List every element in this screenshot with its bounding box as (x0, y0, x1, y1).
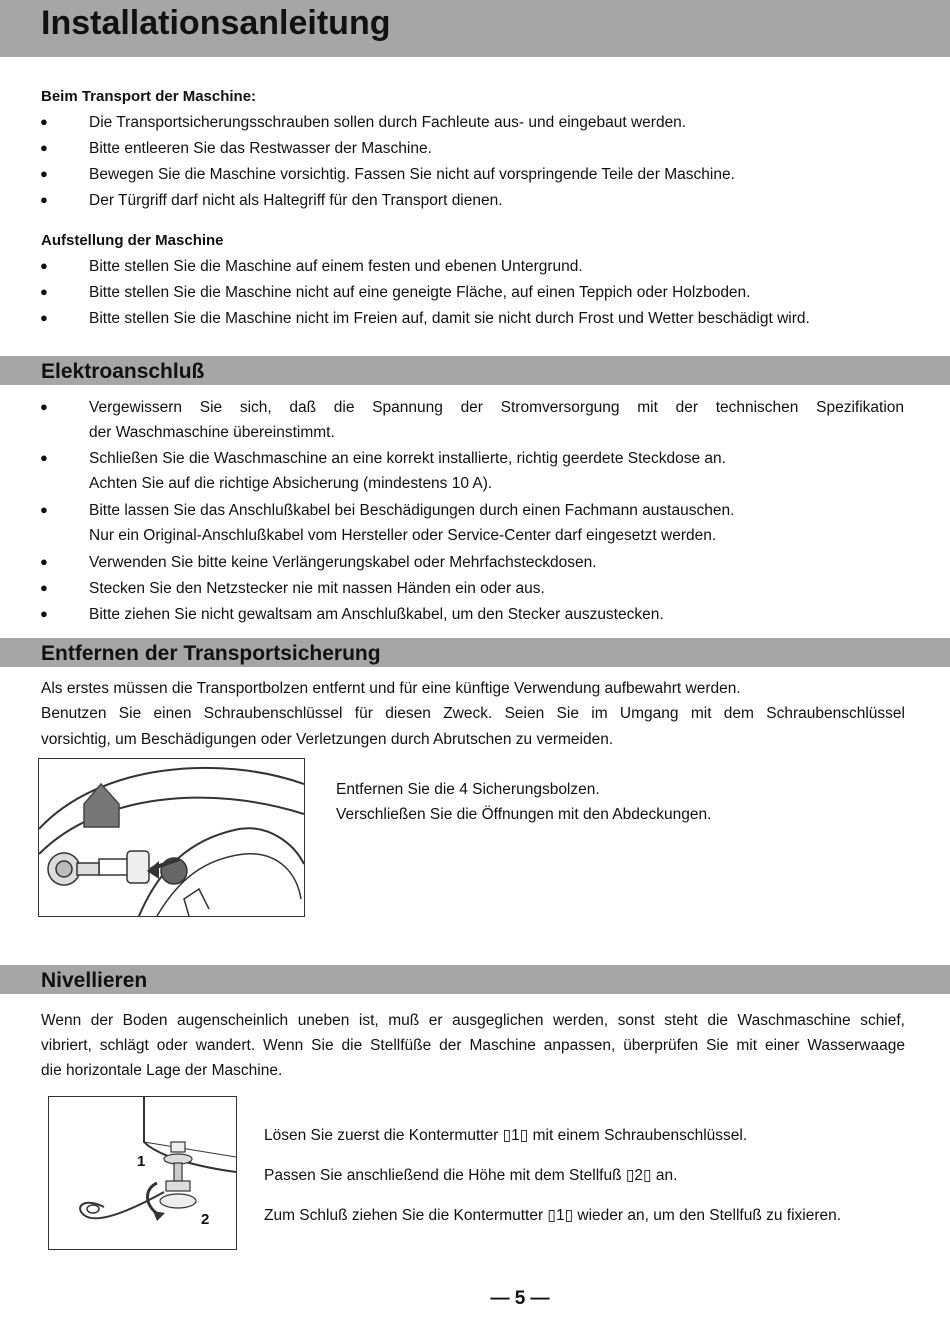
section-heading-entfernen: Entfernen der Transportsicherung (41, 642, 381, 665)
leveling-step: Zum Schluß ziehen Sie die Kontermutter ▯1▯ wieder an, um den Stellfuß zu fixieren. (264, 1207, 842, 1224)
section-heading-nivellieren: Nivellieren (41, 969, 148, 992)
list-item: Vergewissern Sie sich, daß die Spannung der Stromversorgung mit der technischen Spezifikation (89, 399, 904, 416)
list-item: Verwenden Sie bitte keine Verlängerungskabel oder Mehrfachsteckdosen. (89, 554, 597, 571)
leveling-step: Lösen Sie zuerst die Kontermutter ▯1▯ mit einem Schraubenschlüssel. (264, 1127, 748, 1144)
leveling-foot-figure (48, 1096, 237, 1250)
bullet-icon: ● (40, 580, 48, 595)
bullet-icon: ● (40, 399, 48, 414)
leveling-foot-illustration (49, 1097, 236, 1249)
paragraph-line: Benutzen Sie einen Schraubenschlüssel für diesen Zweck. Seien Sie im Umgang mit dem Schraubenschlüssel (41, 705, 905, 722)
paragraph-line: Wenn der Boden augenscheinlich uneben ist, muß er ausgeglichen werden, sonst steht die Waschmaschine schief, (41, 1012, 905, 1029)
paragraph-line: vibriert, schlägt oder wandert. Wenn Sie die Stellfüße der Maschine anpassen, überprüfen Sie mit einer Wasserwaage (41, 1037, 905, 1054)
list-item: Bitte ziehen Sie nicht gewaltsam am Anschlußkabel, um den Stecker auszustecken. (89, 606, 664, 623)
bullet-icon: ● (40, 284, 48, 299)
figure-label-1: 1 (137, 1153, 146, 1170)
aufstellung-label: Aufstellung der Maschine (41, 232, 224, 249)
paragraph-line: die horizontale Lage der Maschine. (41, 1062, 283, 1079)
section-bar-elektro (0, 356, 950, 385)
section-bar-nivellieren (0, 965, 950, 994)
bullet-icon: ● (40, 450, 48, 465)
bullet-icon: ● (40, 606, 48, 621)
list-item: Schließen Sie die Waschmaschine an eine korrekt installierte, richtig geerdete Steckdose an. (89, 450, 726, 467)
leveling-step: Passen Sie anschließend die Höhe mit dem Stellfuß ▯2▯ an. (264, 1167, 678, 1184)
figure-label-2: 2 (201, 1211, 210, 1228)
list-item: Bitte stellen Sie die Maschine nicht im Freien auf, damit sie nicht durch Frost und Wetter beschädigt wird. (89, 310, 810, 327)
list-item: Bitte stellen Sie die Maschine auf einem festen und ebenen Untergrund. (89, 258, 583, 275)
bullet-icon: ● (40, 310, 48, 325)
paragraph-line: Als erstes müssen die Transportbolzen entfernt und für eine künftige Verwendung aufbewahrt werden. (41, 680, 741, 697)
list-item: Der Türgriff darf nicht als Haltegriff für den Transport dienen. (89, 192, 503, 209)
figure-caption: Entfernen Sie die 4 Sicherungsbolzen. (336, 781, 600, 798)
bullet-icon: ● (40, 166, 48, 181)
list-item: Bitte entleeren Sie das Restwasser der Maschine. (89, 140, 432, 157)
title-bar (0, 0, 950, 57)
section-bar-entfernen (0, 638, 950, 667)
list-item-cont: Nur ein Original-Anschlußkabel vom Hersteller oder Service-Center darf eingesetzt werden. (89, 527, 717, 544)
list-item-cont: der Waschmaschine übereinstimmt. (89, 424, 335, 441)
bullet-icon: ● (40, 502, 48, 517)
figure-caption: Verschließen Sie die Öffnungen mit den Abdeckungen. (336, 806, 712, 823)
section-heading-elektro: Elektroanschluß (41, 360, 205, 383)
transport-label: Beim Transport der Maschine: (41, 88, 257, 105)
list-item: Bitte lassen Sie das Anschlußkabel bei Beschädigungen durch einen Fachmann austauschen. (89, 502, 735, 519)
bullet-icon: ● (40, 554, 48, 569)
page-title: Installationsanleitung (41, 4, 391, 42)
bullet-icon: ● (40, 258, 48, 273)
list-item-cont: Achten Sie auf die richtige Absicherung (mindestens 10 A). (89, 475, 493, 492)
bullet-icon: ● (40, 192, 48, 207)
transport-bolt-figure (38, 758, 305, 917)
bullet-icon: ● (40, 114, 48, 129)
list-item: Stecken Sie den Netzstecker nie mit nassen Händen ein oder aus. (89, 580, 545, 597)
list-item: Bitte stellen Sie die Maschine nicht auf eine geneigte Fläche, auf einen Teppich oder Holzboden. (89, 284, 751, 301)
paragraph-line: vorsichtig, um Beschädigungen oder Verletzungen durch Abrutschen zu vermeiden. (41, 731, 614, 748)
page-number: — 5 — (490, 1288, 550, 1309)
bullet-icon: ● (40, 140, 48, 155)
bolt-removal-illustration (39, 759, 304, 916)
list-item: Bewegen Sie die Maschine vorsichtig. Fassen Sie nicht auf vorspringende Teile der Maschine. (89, 166, 735, 183)
list-item: Die Transportsicherungsschrauben sollen durch Fachleute aus- und eingebaut werden. (89, 114, 687, 131)
